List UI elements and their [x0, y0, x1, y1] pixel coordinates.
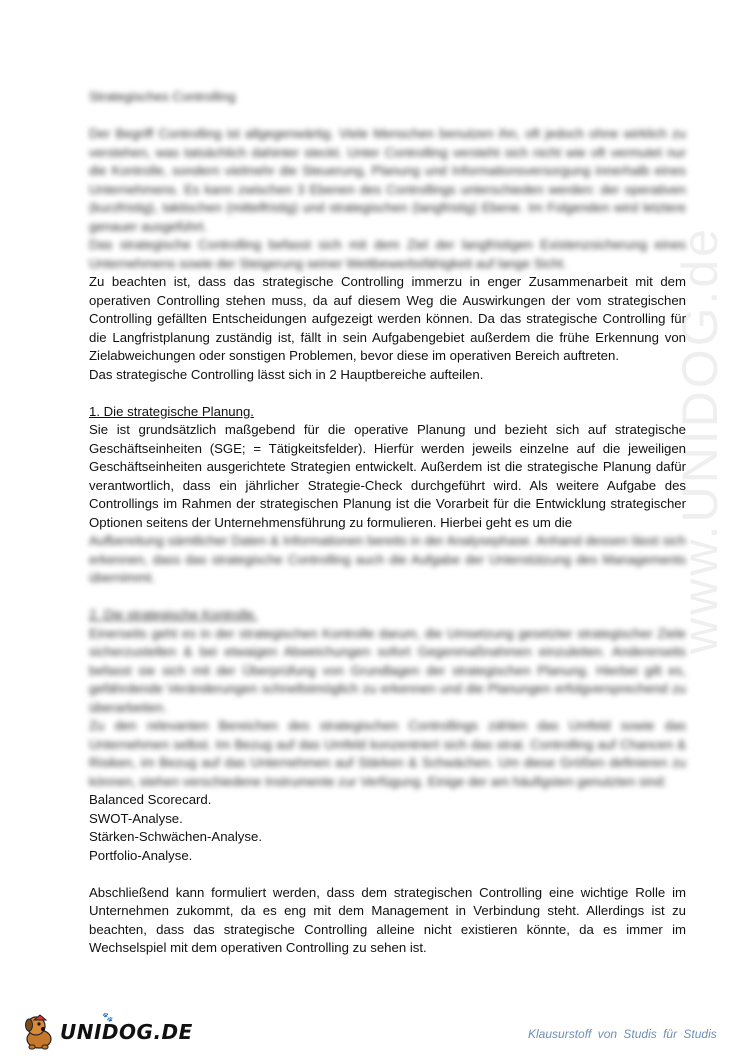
- document-body: [89, 88, 686, 958]
- spacer: [89, 588, 686, 607]
- section-text-kontrolle-blurred: Einerseits geht es in der strategischen Kontrolle darum, die Umsetzung gesetzter strategischer Ziele sicherzustellen & bei etwaigen Abweichungen sofort Gegenmaßnahmen einzuleiten. Andererseits befasst sie sich mit der Überprüfung von Grundlagen der strategischen Planung. Hierbei gilt es, gefährdende Veränderungen schnellstmöglich zu erkennen und die Planungen erfolgversprechend zu überarbeiten.: [89, 625, 686, 715]
- spacer: [89, 107, 686, 126]
- tools-list: [89, 791, 686, 865]
- document-title: Strategisches Controlling: [89, 89, 236, 104]
- tool-item: Balanced Scorecard.: [89, 792, 212, 807]
- section-text-kontrolle-blurred-2: Zu den relevanten Bereichen des strategischen Controllings zählen das Umfeld sowie das Unternehmen selbst. Im Bezug auf das Umfeld konzentriert sich das strat. Controlling auf Chancen & Risiken, im Bezug auf das Unternehmen auf Stärken & Schwächen. Um diese Größen definieren zu können, stehen verschiedene Instrumente zur Verfügung. Einige der am häufigsten genutzten sind:: [89, 718, 686, 789]
- intro-paragraph-blurred: Der Begriff Controlling ist allgegenwärtig. Viele Menschen benutzen ihn, oft jedoch ohne wirklich zu verstehen, was tatsächlich dahinter steckt. Unter Controlling versteht sich nicht wie oft vermutet nur die Kontrolle, sondern vielmehr die Steuerung, Planung und Informationsversorgung innerhalb eines Unternehmens. Es kann zwischen 3 Ebenen des Controllings unterschieden werden: der operativen (kurzfristig), taktischen (mittelfristig) und strategischen (langfristig) Ebene. Im Folgenden wird letztere genauer ausgeführt.: [89, 126, 686, 234]
- intro-paragraph: Zu beachten ist, dass das strategische Controlling immerzu in enger Zusammenarbeit mit dem operativen Controlling stehen muss, da auf diesem Weg die Auswirkungen der vom strategischen Controlling gefällten Entscheidungen aufgezeigt werden können. Da das strategische Controlling für die Langfristplanung zuständig ist, fällt in sein Aufgabengebiet außerdem die frühe Erkennung von Zielabweichungen oder sonstigen Problemen, bevor diese im operativen Bereich auftreten.: [89, 274, 686, 363]
- logo-text: UNIDOG.DE: [60, 1020, 193, 1044]
- spacer: [89, 384, 686, 403]
- unidog-logo: [22, 1012, 193, 1052]
- paw-icon: 🐾: [102, 1012, 114, 1022]
- intro-paragraph-blurred-2: Das strategische Controlling befasst sich mit dem Ziel der langfristigen Existenzsicherung eines Unternehmens sowie der Steigerung seiner Wettbewerbsfähigkeit auf lange Sicht.: [89, 237, 686, 271]
- section-text-planung-blurred: Aufbereitung sämtlicher Daten & Informationen bereits in der Analysephase. Anhand dessen lässt sich erkennen, dass das strategische Controlling auch die Aufgabe der Unterstützung des Managements übernimmt.: [89, 533, 686, 585]
- watermark-text: www.UNIDOG.de: [672, 226, 728, 654]
- tool-item: Stärken-Schwächen-Analyse.: [89, 829, 262, 844]
- section-heading-kontrolle: 2. Die strategische Kontrolle.: [89, 607, 258, 622]
- spacer: [89, 865, 686, 884]
- intro-last-line: Das strategische Controlling lässt sich in 2 Hauptbereiche aufteilen.: [89, 366, 484, 382]
- section-heading-planung: 1. Die strategische Planung.: [89, 403, 254, 419]
- tool-item: SWOT-Analyse.: [89, 810, 183, 826]
- tool-item: Portfolio-Analyse.: [89, 847, 193, 863]
- conclusion-paragraph: Abschließend kann formuliert werden, dass dem strategischen Controlling eine wichtige Rolle im Unternehmen zukommt, da es eng mit dem Management in Verbindung steht. Allerdings ist zu beachten, dass das strategische Controlling alleine nicht existieren könnte, da es immer im Wechselspiel mit dem operativen Controlling zu sehen ist.: [89, 884, 686, 955]
- footer-tagline: Klausurstoff von Studis für Studis: [528, 1027, 717, 1041]
- dog-mascot-icon: [22, 1012, 62, 1052]
- section-text-planung: Sie ist grundsätzlich maßgebend für die operative Planung und bezieht sich auf strategische Geschäftseinheiten (SGE; = Tätigkeitsfelder). Hierfür werden jeweils einzelne auf die jeweiligen Geschäftseinheiten ausgerichtete Strategien entwickelt. Außerdem ist die strategische Planung dafür verantwortlich, dass ein jährlicher Strategie-Check durchgeführt wird. Als weitere Aufgabe des Controllings im Rahmen der strategischen Planung ist die Vorarbeit für die Entwicklung strategischer Optionen seitens der Unternehmensführung zu formulieren. Hierbei geht es um die: [89, 422, 686, 530]
